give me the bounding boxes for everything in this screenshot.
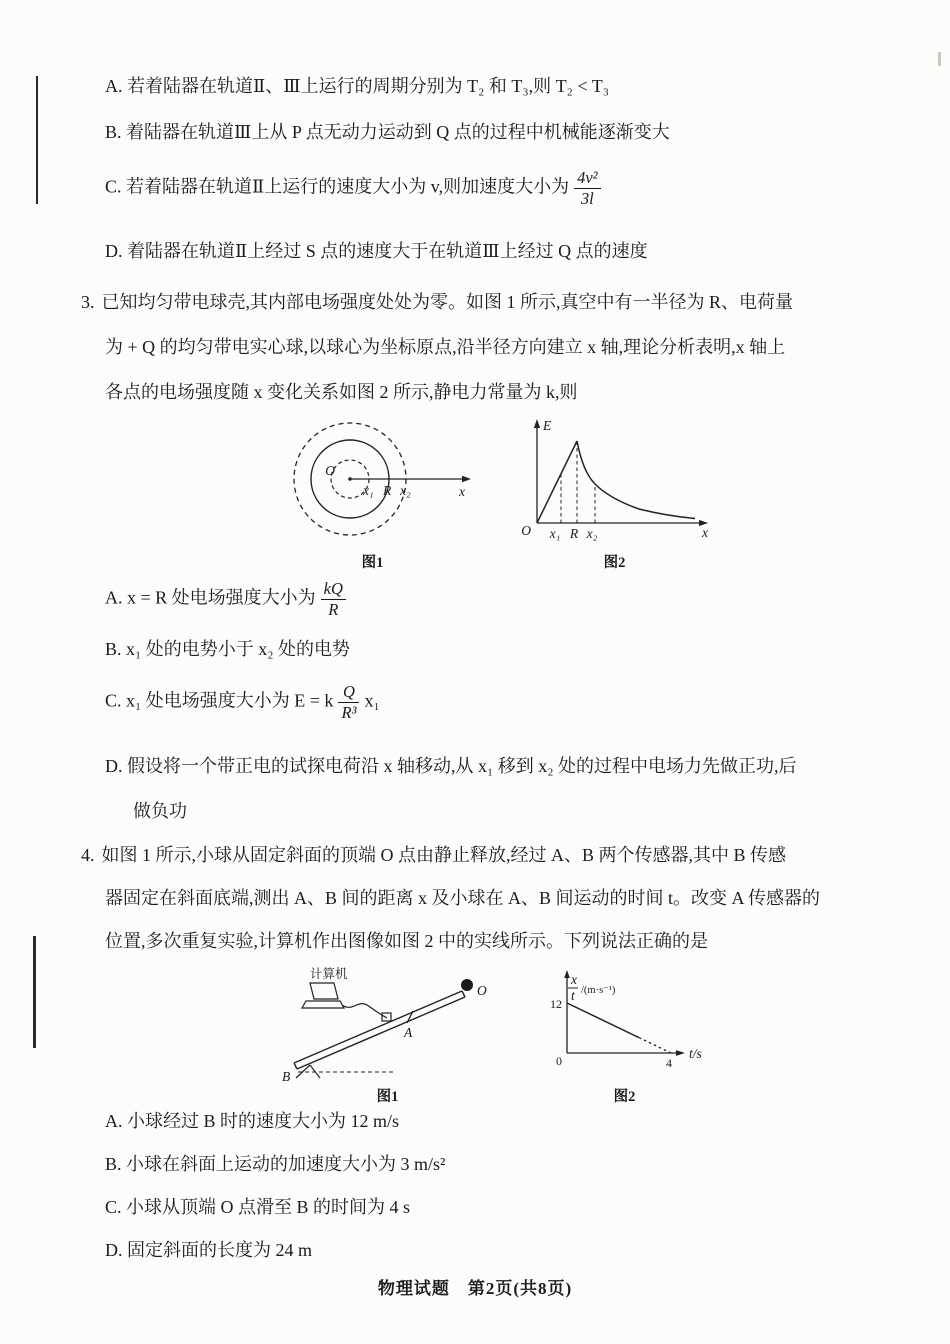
q3-number: 3. [81,292,95,312]
x2-label: x₂ [400,483,411,498]
E-axis-label: E [543,418,552,433]
origin-label: 0 [556,1054,562,1068]
ylabel-denominator: t [571,988,575,1003]
origin-label: O [521,523,531,538]
field-strength-graph [517,415,712,553]
question-4 [81,834,895,1260]
q4-stem-line-1 [81,834,895,877]
q4-number: 4. [81,845,95,865]
q4-figure-2 [537,965,712,1107]
R-label: R [383,483,392,498]
laptop-screen-icon [310,983,338,999]
q3-stem-text-1: 已知均匀带电球壳,其内部电场强度处处为零。如图 1 所示,真空中有一半径为 R、电荷量 [101,292,794,312]
sensor-cable [342,1004,387,1018]
question-3 [81,280,895,834]
x-intercept-label: 4 [666,1056,672,1070]
ramp-top-edge [294,991,462,1063]
q3-stem-line-2: 为 + Q 的均匀带电实心球,以球心为坐标原点,沿半径方向建立 x 轴,理论分析表明,x 轴上 [105,337,786,357]
laptop-base-icon [302,1001,344,1008]
E-axis-arrow [534,419,540,428]
t-axis-label: t/s [689,1046,702,1061]
R-tick-label: R [569,526,579,541]
q4-stem-line-2: 器固定在斜面底端,测出 A、B 间的距离 x 及小球在 A、B 间运动的时间 t。改变 A 传感器的 [105,888,821,908]
y-axis-arrow [564,970,570,978]
B-label: B [282,1069,291,1084]
ball [461,979,473,991]
q4-option-c: C. 小球从顶端 O 点滑至 B 的时间为 4 s [105,1197,411,1217]
q4-figures [280,965,895,1107]
q3-option-a: A. x = R 处电场强度大小为 $\frac{kQ}{R}$ [105,579,895,620]
q3-option-d-line-2: 做负功 [133,801,187,821]
question-2-options [105,76,895,261]
q4-figure-1-caption: 图1 [376,1089,399,1105]
q2-option-a: A. 若着陆器在轨道Ⅱ、Ⅲ上运行的周期分别为 T₂ 和 T₃,则 T₂ < T₃ [105,76,609,96]
q3-figure-2 [517,415,712,573]
x1-label: x₁ [363,483,374,498]
x1-tick-label: x₁ [549,526,561,541]
x-axis-label: x [702,525,708,540]
q4-figure-1 [280,965,495,1107]
q3-option-d-line-1: D. 假设将一个带正电的试探电荷沿 x 轴移动,从 x₁ 移到 x₂ 处的过程中电场力先做正功,后 [105,756,797,776]
page-footer: 物理试题 第2页(共8页) [377,1279,573,1298]
q2-option-d: D. 着陆器在轨道Ⅱ上经过 S 点的速度大于在轨道Ⅲ上经过 Q 点的速度 [105,241,648,261]
q4-stem-line-3: 位置,多次重复实验,计算机作出图像如图 2 中的实线所示。下列说法正确的是 [105,931,708,951]
q4-option-a: A. 小球经过 B 时的速度大小为 12 m/s [105,1111,400,1131]
charged-sphere-diagram [270,415,475,553]
q4-option-d: D. 固定斜面的长度为 24 m [105,1240,312,1260]
linear-rise-segment [537,441,577,523]
y-intercept-label: 12 [550,997,562,1011]
fraction: $\frac{kQ}{R}$ [321,579,346,620]
x-axis-label: x [459,484,465,499]
fraction: $\frac{\text{4v²}}{3l}$ [574,168,601,209]
t-axis-arrow [676,1050,685,1056]
q3-stem-line-1 [81,280,895,325]
x2-tick-label: x₂ [586,526,598,541]
x-axis-arrow [462,476,471,482]
q4-stem-text-1: 如图 1 所示,小球从固定斜面的顶端 O 点由静止释放,经过 A、B 两个传感器,其中 B 传感 [101,845,787,865]
computer-label: 计算机 [310,967,348,981]
q3-option-c: C. x₁ 处电场强度大小为 E = k $\frac{Q}{\text{R³}}$ x₁ [105,682,380,722]
q4-figure-2-caption: 图2 [613,1089,636,1105]
inclined-plane-diagram [280,965,495,1087]
fraction: $\frac{Q}{\text{R³}}$ [338,682,359,723]
q2-option-b: B. 着陆器在轨道Ⅲ上从 P 点无动力运动到 Q 点的过程中机械能逐渐变大 [105,122,670,142]
q3-stem-line-3: 各点的电场强度随 x 变化关系如图 2 所示,静电力常量为 k,则 [105,382,578,402]
q4-option-b: B. 小球在斜面上运动的加速度大小为 3 m/s² [105,1154,446,1174]
data-line-extrapolated [639,1038,671,1053]
origin-label: O [325,463,335,478]
A-label: A [404,1025,413,1040]
scan-mark-top-left [36,76,38,204]
q3-figure-1 [270,415,475,573]
data-line-solid [567,1003,639,1038]
ylabel-unit: /(m·s⁻¹) [581,985,616,996]
q3-figure-1-caption: 图1 [361,555,384,571]
q3-figure-2-caption: 图2 [603,555,626,571]
velocity-time-graph [537,965,712,1087]
q3-option-b: B. x₁ 处的电势小于 x₂ 处的电势 [105,639,351,659]
q3-figures [270,415,895,573]
sensor-box [382,1013,391,1021]
scan-mark-bottom-left [33,936,36,1048]
scan-artifact-top-right [938,52,941,66]
ylabel-numerator: x [571,972,577,987]
O-label: O [477,983,487,998]
q2-option-c: C. 若着陆器在轨道Ⅱ上运行的速度大小为 v,则加速度大小为 $\frac{\text{4v²}}{3l}$ [105,168,895,209]
